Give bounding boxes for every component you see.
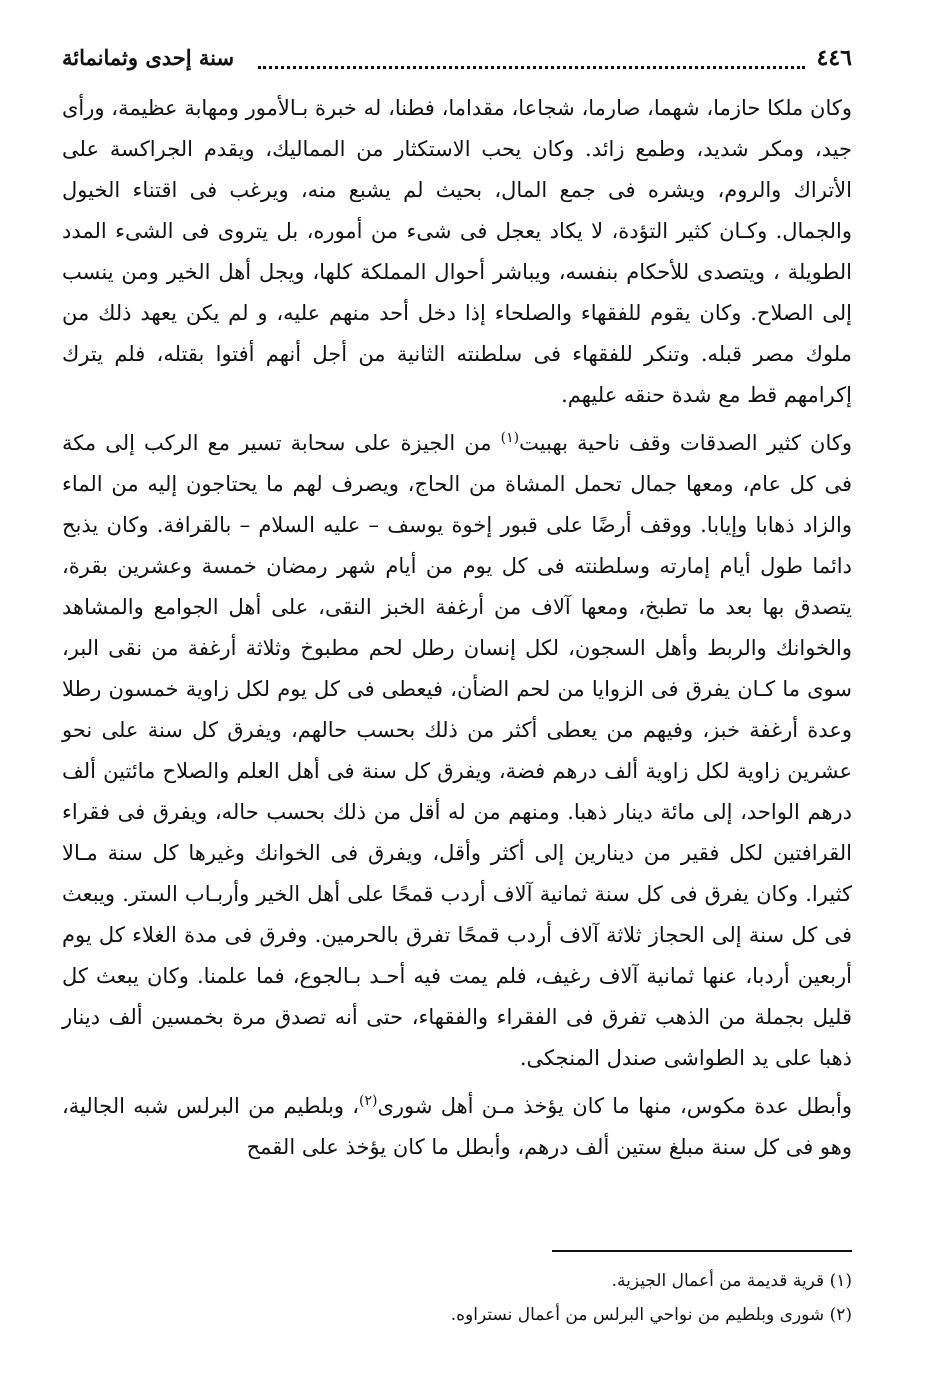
footnote-divider: [552, 1250, 852, 1252]
footnote-2: (٢) شورى وبلطيم من نواحي البرلس من أعمال نستراوه.: [450, 1305, 852, 1325]
page-header: [62, 28, 852, 88]
book-page: [62, 28, 852, 1358]
footnote-marker-2[interactable]: (٢): [359, 1093, 378, 1109]
paragraph-2: [62, 423, 852, 1079]
paragraph-3-text-before: وأبطل عدة مكوس، منها ما كان يؤخذ مـن أهل شورى: [377, 1094, 852, 1118]
running-title: سنة إحدى وثمانمائة: [62, 45, 235, 70]
paragraph-2-text-before: وكان كثير الصدقات وقف ناحية بهبيت: [519, 431, 852, 455]
dotted-leader: [258, 66, 804, 69]
paragraph-3: [62, 1086, 852, 1168]
footnote-1: (١) قرية قديمة من أعمال الجيزية.: [611, 1271, 852, 1291]
header-title-group: [246, 28, 852, 88]
paragraph-2-text-after: من الجيزة على سحابة تسير مع الركب إلى مكة فى كل عام، ومعها جمال تحمل المشاة من الحاج، ويصرف لهم ما يحتاجون إليه من الماء والزاد ذهابا وإيابا. ووقف أرضًا على قبور إخوة يوسف – عليه السلام – بالقرافة. وكان يذبح دائما طول أيام إمارته وسلطنته فى كل يوم من أيام شهر رمضان خمسة وعشرين بقرة، يتصدق بها بعد ما تطبخ، ومعها آلاف من أرغفة الخبز النقى، على أهل الجوامع والمشاهد والخوانك والربط وأهل السجون، لكل إنسان رطل لحم مطبوخ وثلاثة أرغفة من نقى البر، سوى ما كـان يفرق فى الزوايا من لحم الضأن، فيعطى فى كل يوم لكل زاوية خمسون رطلا وعدة أرغفة خبز، وفيهم من يعطى أكثر من ذلك بحسب حالهم، ويفرق كل سنة على نحو عشرين زاوية لكل زاوية ألف درهم فضة، ويفرق كل سنة فى أهل العلم والصلاح مائتين ألف درهم الواحد، إلى مائة دينار ذهبا. ومنهم من له أقل من ذلك بحسب حاله، ويفرق فى فقراء القرافتين لكل فقير من دينارين إلى أكثر وأقل، ويفرق فى الخوانك وغيرها كل سنة مـالا كثيرا. وكان يفرق فى كل سنة ثمانية آلاف أردب قمحًا على أهل الخير وأربـاب الستر. ويبعث فى كل سنة إلى الحجاز ثلاثة آلاف أردب قمحًا تفرق بالحرمين. وفرق فى مدة الغلاء كل يوم أربعين أردبا، عنها ثمانية آلاف رغيف، فلم يمت فيه أحـد بـالجوع، فما علمنا. وكان يبعث كل قليل بجملة من الذهب تفرق فى الفقراء والفقهاء، حتى أنه تصدق مرة بخمسين ألف دينار ذهبا على يد الطواشى صندل المنجكى.: [62, 431, 852, 1070]
body-text: [62, 88, 852, 1168]
footnotes: [62, 1264, 852, 1332]
page-number: ٤٤٦: [816, 45, 852, 71]
footnote-marker-1[interactable]: (١): [500, 430, 520, 446]
paragraph-3-text-after: ، وبلطيم من البرلس شبه الجالية، وهو فى كل سنة مبلغ ستين ألف درهم، وأبطل ما كان يؤخذ على القمح: [62, 1094, 852, 1159]
paragraph-1: وكان ملكا حازما، شهما، صارما، شجاعا، مقداما، فطنا، له خبرة بـالأمور ومهابة عظيمة، ورأى جيد، ومكر شديد، وطمع زائد. وكان يحب الاستكثار من المماليك، ويقدم الجراكسة على الأتراك والروم، ويشره فى جمع المال، بحيث لم يشبع منه، ويرغب فى اقتناء الخيول والجمال. وكـان كثير التؤدة، لا يكاد يعجل فى شىء من أموره، بل يتروى فى الشىء المدد الطويلة ، ويتصدى للأحكام بنفسه، ويباشر أحوال المملكة كلها، ويجل أهل الخير ومن ينسب إلى الصلاح. وكان يقوم للفقهاء والصلحاء إذا دخل أحد منهم عليه، و لم يكن يعهد ذلك من ملوك مصر قبله. وتنكر للفقهاء فى سلطنته الثانية من أجل أنهم أفتوا بقتله، فلم يترك إكرامهم قط مع شدة حنقه عليهم.: [62, 96, 852, 407]
